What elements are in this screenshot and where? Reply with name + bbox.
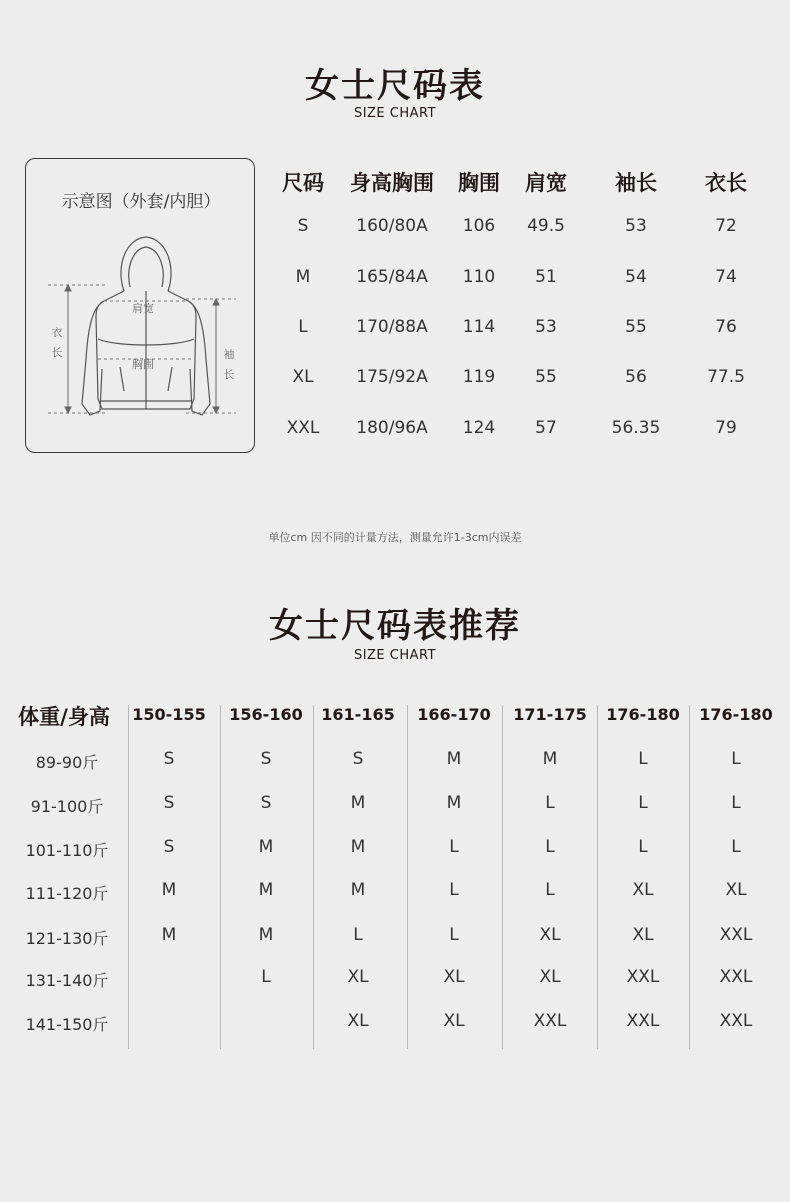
size-table-cell: 76 [715,317,737,337]
recommend-cell: M [258,880,274,900]
diagram-caption: 示意图（外套/内胆） [61,192,221,212]
recommend-cell: L [638,793,648,813]
size-table-header: 身高胸围 [350,171,434,195]
size-table-cell: S [297,216,309,236]
length-label-2: 长 [51,346,63,359]
measurement-note: 单位cm 因不同的计量方法，测量允许1-3cm内误差 [268,531,522,544]
recommend-cell: XXL [533,1011,567,1031]
size-table-cell: 114 [462,317,496,337]
recommend-cell: M [350,793,366,813]
size-table-cell: 54 [625,267,647,287]
size-table-cell: 106 [462,216,496,236]
recommend-cell: XXL [719,925,753,945]
chest-label: 胸围 [132,358,154,371]
weight-row-header: 121-130斤 [25,929,109,948]
size-table-cell: 53 [535,317,557,337]
recommend-title: 女士尺码表推荐 [269,606,521,646]
recommend-cell: XL [347,967,369,987]
size-table-header: 衣长 [705,171,747,195]
jacket-illustration [46,229,236,439]
recommend-cell: S [163,749,175,769]
recommend-cell: XL [539,925,561,945]
recommend-cell: L [731,749,741,769]
weight-row-header: 131-140斤 [25,971,109,990]
height-column-header: 176-180 [699,705,773,724]
recommend-cell: L [638,837,648,857]
height-column-header: 156-160 [229,705,303,724]
recommend-cell: L [449,837,459,857]
size-table-header: 胸围 [458,171,500,195]
recommend-cell: L [353,925,363,945]
size-table-header: 尺码 [282,171,324,195]
recommend-cell: XXL [719,967,753,987]
size-table-header: 肩宽 [525,171,567,195]
size-chart-title: 女士尺码表 [305,66,485,106]
recommend-cell: L [449,880,459,900]
recommend-cell: M [161,880,177,900]
column-divider [597,705,598,1049]
recommend-cell: XXL [626,967,660,987]
size-table-cell: 119 [462,367,496,387]
height-column-header: 166-170 [417,705,491,724]
recommend-cell: L [449,925,459,945]
recommend-cell: XL [443,1011,465,1031]
size-table-cell: 72 [715,216,737,236]
recommend-cell: XXL [719,1011,753,1031]
size-table-cell: 51 [535,267,557,287]
size-table-cell: 77.5 [707,367,745,387]
size-table-cell: 79 [715,418,737,438]
recommend-cell: XL [632,880,654,900]
recommend-cell: XL [443,967,465,987]
size-table-cell: 180/96A [356,418,428,438]
recommend-cell: M [258,925,274,945]
recommend-cell: L [545,837,555,857]
height-column-header: 171-175 [513,705,587,724]
recommend-cell: M [446,793,462,813]
weight-row-header: 101-110斤 [25,841,109,860]
recommend-cell: S [163,793,175,813]
sleeve-label-1: 袖 [223,348,235,361]
recommend-cell: S [260,793,272,813]
size-table-cell: 160/80A [356,216,428,236]
height-column-header: 150-155 [132,705,206,724]
weight-row-header: 141-150斤 [25,1015,109,1034]
size-table-cell: 165/84A [356,267,428,287]
recommend-cell: XL [347,1011,369,1031]
size-table-cell: M [295,267,311,287]
recommend-cell: L [731,793,741,813]
recommend-cell: L [545,880,555,900]
recommend-cell: L [261,967,271,987]
recommend-cell: XL [725,880,747,900]
recommend-cell: M [446,749,462,769]
size-table-cell: L [298,317,308,337]
column-divider [407,705,408,1049]
recommend-cell: XXL [626,1011,660,1031]
size-table-cell: 49.5 [527,216,565,236]
size-table-cell: 124 [462,418,496,438]
size-table-header: 袖长 [615,171,657,195]
recommend-cell: M [350,880,366,900]
garment-diagram [25,158,255,453]
recommend-row-header: 体重/身高 [18,705,110,729]
size-table-cell: 56 [625,367,647,387]
column-divider [313,705,314,1049]
size-table-cell: XL [292,367,314,387]
recommend-cell: XL [632,925,654,945]
recommend-cell: M [350,837,366,857]
weight-row-header: 111-120斤 [25,884,109,903]
column-divider [128,705,129,1049]
recommend-cell: S [352,749,364,769]
size-table-cell: 55 [535,367,557,387]
weight-row-header: 91-100斤 [30,797,104,816]
size-table-cell: 110 [462,267,496,287]
recommend-cell: M [161,925,177,945]
size-table-cell: 55 [625,317,647,337]
height-column-header: 161-165 [321,705,395,724]
size-table-cell: 57 [535,418,557,438]
recommend-cell: L [731,837,741,857]
size-table-cell: 175/92A [356,367,428,387]
size-table-cell: 53 [625,216,647,236]
size-table-cell: 170/88A [356,317,428,337]
weight-row-header: 89-90斤 [35,753,99,772]
recommend-cell: M [542,749,558,769]
height-column-header: 176-180 [606,705,680,724]
column-divider [689,705,690,1049]
recommend-cell: XL [539,967,561,987]
recommend-cell: S [260,749,272,769]
recommend-cell: L [638,749,648,769]
sleeve-label-2: 长 [223,368,235,381]
size-table-cell: 74 [715,267,737,287]
size-table-cell: 56.35 [611,418,661,438]
length-label-1: 衣 [51,326,63,339]
size-chart-subtitle: SIZE CHART [353,106,437,121]
shoulder-label: 肩宽 [132,302,154,315]
recommend-cell: M [258,837,274,857]
column-divider [220,705,221,1049]
recommend-subtitle: SIZE CHART [353,648,437,663]
size-table-cell: XXL [286,418,320,438]
recommend-cell: S [163,837,175,857]
column-divider [502,705,503,1049]
recommend-cell: L [545,793,555,813]
